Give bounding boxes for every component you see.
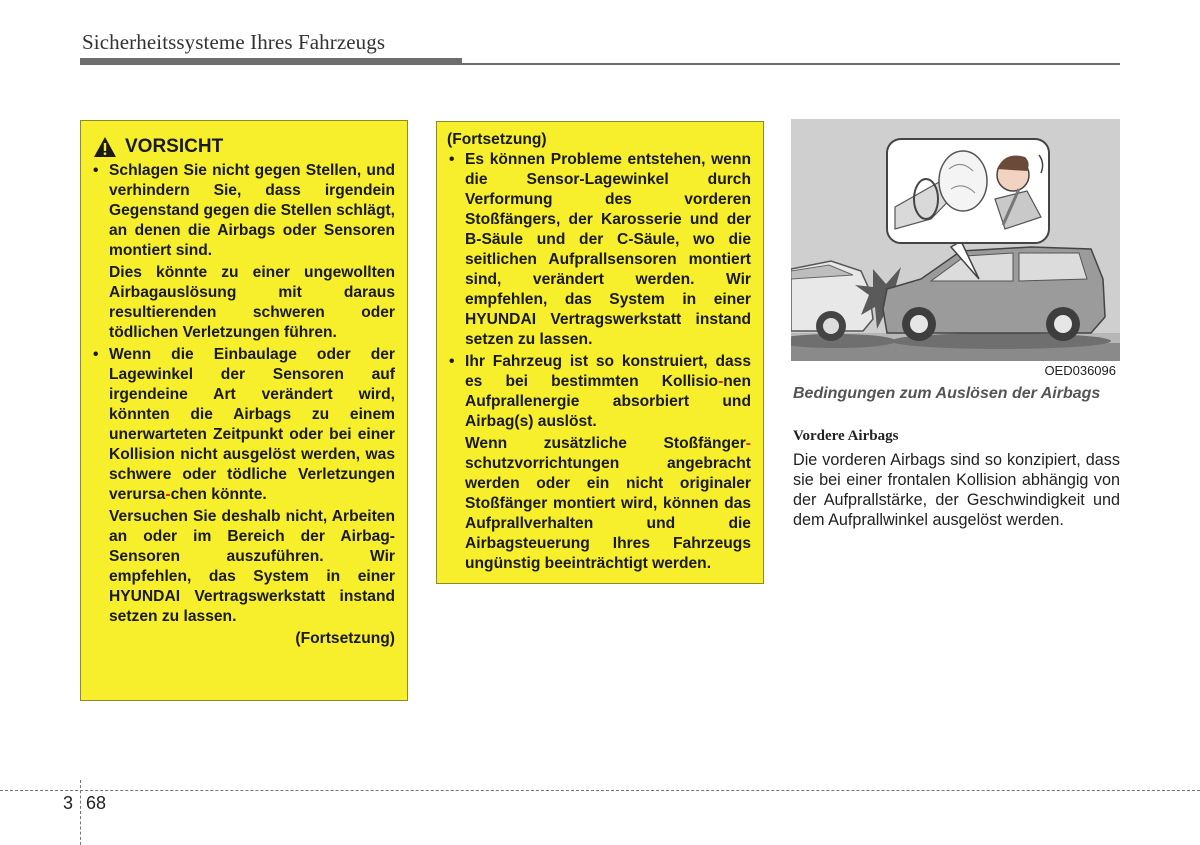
caution-bullet-2-detail: Versuchen Sie deshalb nicht, Arbeiten an oder im Bereich der Airbag-Sensoren auszuführen. Wir empfehlen, das System in einer HYUNDAI Vertragswerkstatt instand setzen zu lassen. (109, 508, 395, 625)
caution-bullet-1: • Schlagen Sie nicht gegen Stellen, und verhindern Sie, dass irgendein Gegenstand gegen die Stellen schlägt, an denen die Airbags oder Sensoren montiert sind. (91, 161, 395, 261)
caution-bullet-1-detail: Dies könnte zu einer ungewollten Airbagauslösung mit daraus resultierenden schweren oder tödlichen Verletzungen führen. (109, 264, 395, 341)
collision-illustration (791, 119, 1120, 381)
continued-detail-text: Wenn zusätzliche Stoßfänger (465, 435, 746, 452)
hyphen-mark: - (165, 486, 171, 503)
caution-box (80, 120, 408, 701)
section-body-text: Die vorderen Airbags sind so konzipiert, dass sie bei einer frontalen Kollision abhängig von der Aufprallstärke, der Geschwindigkeit und dem Aufprallwinkel ausgelöst werden. (793, 451, 1120, 529)
continued-label: (Fortsetzung) (295, 630, 395, 647)
footer-rule (0, 790, 1200, 791)
hyphen-mark: - (718, 373, 724, 390)
section-subheading: Vordere Airbags (793, 428, 899, 444)
caution-heading (93, 135, 395, 159)
continued-detail-text-end: schutzvorrichtungen angebracht werden oder ein nicht originaler Stoßfänger montiert wird, können das Aufprallverhalten und die Airbagsteuerung Ihres Fahrzeugs ungünstig beeinträchtigt werden. (465, 455, 751, 572)
page-number: 68 (86, 793, 107, 813)
hyphen-mark: - (745, 435, 751, 452)
header-rule-thick (80, 58, 462, 65)
continued-bullet-2-text-end: nen Aufprallenergie absorbiert und Airbag(s) auslöst. (465, 373, 751, 430)
illustration-code: OED036096 (1044, 363, 1116, 378)
footer-vertical-rule (80, 780, 81, 845)
caution-title: VORSICHT (125, 136, 224, 157)
caution-bullet-2 (91, 345, 395, 505)
collision-drawing (791, 119, 1120, 381)
continued-bullet-1: • Es können Probleme entstehen, wenn die Sensor-Lagewinkel durch Verformung des vorderen Stoßfängers, der Karosserie und der B-Säule und der C-Säule, wo die seitlichen Aufprallsensoren montiert sind, verändert werden. Wir empfehlen, das System in einer HYUNDAI Vertragswerkstatt instand setzen zu lassen. (447, 150, 751, 350)
chapter-number: 3 (63, 793, 74, 813)
continued-bullet-2 (447, 352, 751, 432)
header-rule-thin (462, 63, 1120, 65)
page-header-title: Sicherheitssysteme Ihres Fahrzeugs (82, 30, 386, 54)
illustration-caption: Bedingungen zum Auslösen der Airbags (793, 385, 1101, 402)
warning-triangle-icon (93, 136, 117, 158)
caution-bullet-2-text-end: chen könnte. (170, 486, 267, 503)
caution-continued-box (436, 121, 764, 584)
continued-bullet-2-detail (447, 434, 751, 574)
caution-bullet-2-text: Wenn die Einbaulage oder der Lagewinkel der Sensoren auf irgendeine Art verändert wird, könnten die Airbags zu einem unerwarteten Zeitpunkt oder bei einer Kollision nicht ausgelöst werden, was schwere oder tödliche Verletzungen verursa (109, 346, 395, 503)
continued-heading: (Fortsetzung) (447, 131, 547, 148)
continued-bullet-2-text: Ihr Fahrzeug ist so konstruiert, dass es bei bestimmten Kollisio (465, 353, 751, 390)
